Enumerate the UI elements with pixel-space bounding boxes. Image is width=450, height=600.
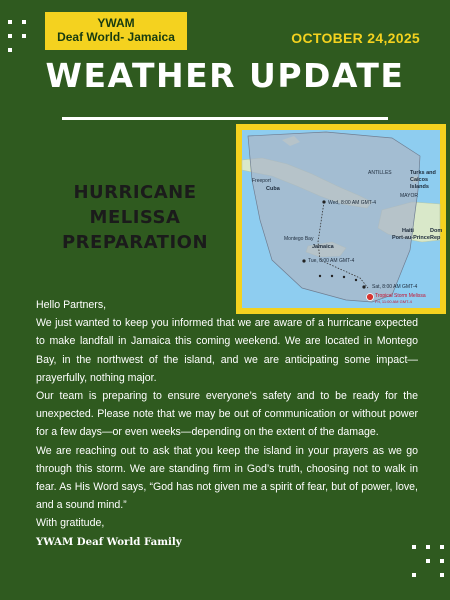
- map-label-antilles: ANTILLES: [368, 170, 392, 176]
- map-label-turks: Turks and: [410, 170, 436, 176]
- map-label-dom: Dom: [430, 228, 443, 234]
- paragraph-2: Our team is preparing to ensure everyone’s safety and to be ready for the unexpected. Please note that we may be out of communication or without power for a few days—or even weeks—depending on the extent of the damage.: [36, 390, 418, 439]
- track-point-tue: [302, 259, 305, 262]
- subtitle-line-2: MELISSA: [89, 207, 181, 228]
- greeting: Hello Partners,: [36, 299, 107, 311]
- map-label-wed: Wed, 8:00 AM GMT-4: [328, 200, 376, 206]
- logo-badge: [45, 12, 187, 50]
- map-label-freeport: Freeport: [252, 178, 271, 184]
- map-label-port-au-prince: Port-au-Prince: [392, 235, 430, 241]
- storm-map: [242, 130, 443, 308]
- track-point-2: [331, 275, 333, 277]
- subtitle-line-1: HURRICANE: [73, 182, 197, 203]
- map-label-montego: Montego Bay: [284, 236, 314, 242]
- map-label-haiti: Haiti: [402, 228, 414, 234]
- track-point-3: [343, 276, 345, 278]
- paragraph-1: We just wanted to keep you informed that we are aware of a hurricane expected to make landfall in Jamaica this coming weekend. We are located in Montego Bay, in the northwest of the island, and we are anticipating some impact—prayerfully, nothing major.: [36, 317, 418, 384]
- track-point-sat: [362, 285, 365, 288]
- signature: YWAM Deaf World Family: [36, 535, 182, 548]
- track-point-wed: [322, 200, 325, 203]
- logo-line-2: Deaf World- Jamaica: [57, 30, 175, 44]
- forecast-cone: [248, 132, 420, 302]
- closing: With gratitude,: [36, 517, 105, 530]
- map-label-jamaica: Jamaica: [312, 244, 334, 250]
- map-label-islands: Islands: [410, 184, 429, 190]
- storm-map-frame: [236, 124, 446, 314]
- map-label-tue: Tue, 8:00 AM GMT-4: [308, 258, 355, 264]
- paragraph-3: We are reaching out to ask that you keep the island in your prayers as we go through this storm. We are standing firm in God’s truth, choosing not to walk in fear. As His Word says, “God has not given me a spirit of fear, but of power, love, and a sound mind.”: [36, 444, 418, 512]
- map-label-storm-time: Fri, 11:00 AM GMT-4: [375, 299, 412, 304]
- letter-body: [36, 296, 418, 551]
- track-point-4: [355, 279, 357, 281]
- map-label-sat: Sat, 8:00 AM GMT-4: [372, 284, 418, 290]
- subtitle: [40, 180, 230, 255]
- subtitle-line-3: PREPARATION: [61, 232, 209, 253]
- track-point-1: [319, 275, 321, 277]
- date-label: OCTOBER 24,2025: [291, 30, 420, 46]
- logo-line-1: YWAM: [97, 16, 135, 30]
- title-divider: [62, 117, 388, 120]
- map-label-caicos: Caicos: [410, 177, 429, 183]
- map-graphic: [242, 130, 443, 308]
- map-label-storm: Tropical Storm Melissa: [375, 293, 426, 299]
- page-title: WEATHER UPDATE: [45, 56, 405, 95]
- map-label-mayor: MAYOR: [400, 193, 418, 199]
- map-label-cuba: Cuba: [266, 186, 280, 192]
- map-label-rep: Rep: [430, 235, 441, 241]
